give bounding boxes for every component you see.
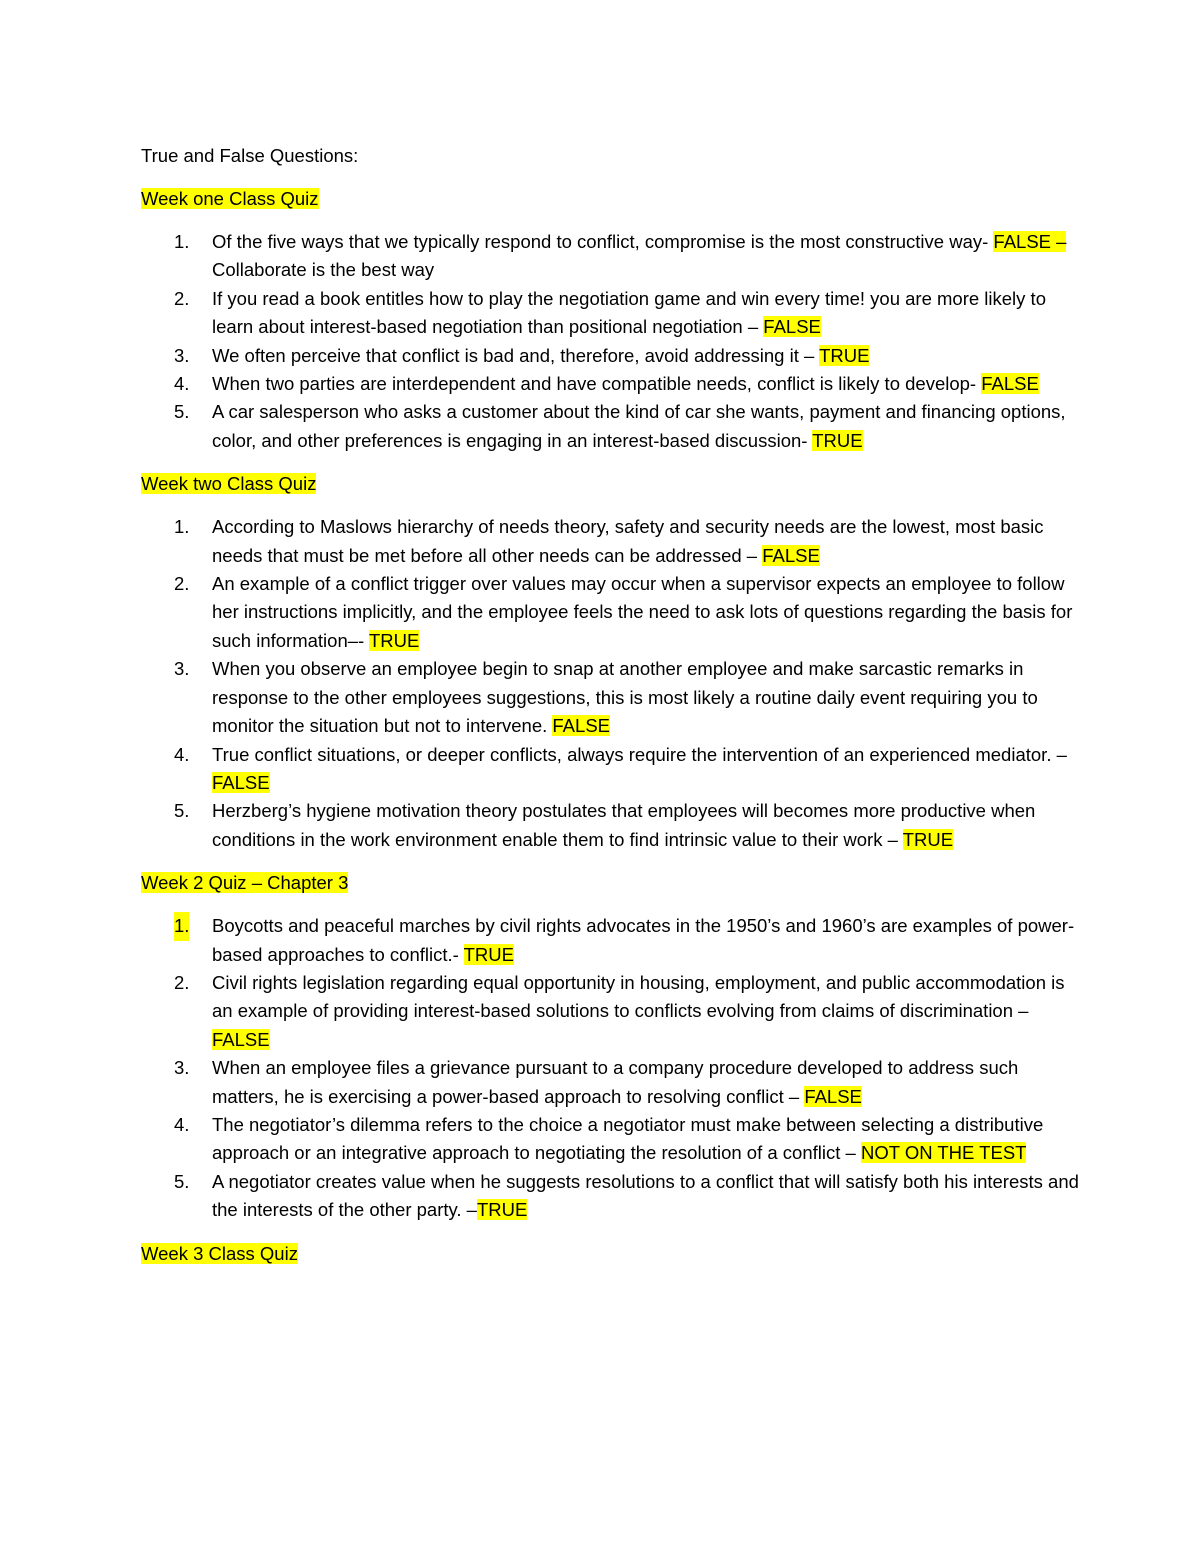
answer-highlight: FALSE –: [993, 231, 1067, 252]
question-text: Boycotts and peaceful marches by civil rights advocates in the 1950’s and 1960’s are examples of power-based approaches to conflict.-: [212, 915, 1075, 965]
answer-highlight: FALSE: [804, 1085, 862, 1107]
list-item: [141, 513, 1080, 570]
question-text: According to Maslows hierarchy of needs theory, safety and security needs are the lowest, most basic needs that must be met before all other needs can be addressed –: [212, 516, 1044, 566]
list-item: [141, 342, 1080, 370]
heading-highlight: Week two Class Quiz: [141, 473, 317, 495]
item-number: 4.: [174, 1113, 190, 1135]
question-text: When you observe an employee begin to snap at another employee and make sarcastic remarks in response to the other employees suggestions, this is most likely a routine daily event requiring you to monitor the situation but not to intervene.: [212, 658, 1038, 737]
answer-note: Collaborate is the best way: [212, 259, 435, 281]
list-item: [141, 1168, 1080, 1225]
section-heading-week-3: [141, 1240, 1080, 1268]
heading-highlight: Week 2 Quiz – Chapter 3: [141, 872, 349, 894]
list-item: [141, 570, 1080, 655]
answer-highlight: FALSE: [763, 316, 821, 338]
list-item: [141, 398, 1080, 455]
question-text: We often perceive that conflict is bad and, therefore, avoid addressing it –: [212, 344, 820, 366]
question-list-week-two: [141, 513, 1080, 854]
item-number: 4.: [174, 743, 190, 765]
section-heading-week-one: [141, 185, 1080, 213]
section-heading-week-2-chapter-3: [141, 869, 1080, 897]
answer-highlight: TRUE: [819, 344, 870, 366]
answer-highlight: NOT ON THE TEST: [860, 1142, 1027, 1164]
item-number: 1.: [174, 516, 190, 538]
list-item: [141, 285, 1080, 342]
list-item: [141, 1111, 1080, 1168]
answer-highlight: TRUE: [812, 429, 863, 451]
question-text: A car salesperson who asks a customer about the kind of car she wants, payment and financing options, color, and other preferences is engaging in an interest-based discussion-: [212, 401, 1066, 451]
item-number: 3.: [174, 344, 190, 366]
section-heading-week-two: [141, 470, 1080, 498]
list-item: [141, 655, 1080, 740]
item-number: 1.: [174, 912, 189, 940]
question-text: The negotiator’s dilemma refers to the choice a negotiator must make between selecting a distributive approach or an integrative approach to negotiating the resolution of a conflict –: [212, 1113, 1044, 1164]
answer-highlight: FALSE: [212, 1028, 270, 1050]
question-text: When two parties are interdependent and have compatible needs, conflict is likely to develop-: [212, 373, 982, 395]
answer-highlight: TRUE: [476, 1199, 528, 1221]
question-list-week-one: [141, 228, 1080, 455]
list-item: [141, 797, 1080, 854]
question-text: Of the five ways that we typically respond to conflict, compromise is the most constructive way-: [212, 231, 994, 252]
item-number: 3.: [174, 1057, 190, 1079]
heading-highlight: Week 3 Class Quiz: [141, 1242, 298, 1264]
question-text: When an employee files a grievance pursuant to a company procedure developed to address such matters, he is exercising a power-based approach to resolving conflict –: [212, 1057, 1019, 1107]
item-number: 3.: [174, 658, 190, 680]
answer-highlight: FALSE: [212, 771, 270, 793]
document-title: True and False Questions:: [141, 145, 359, 166]
question-text: Herzberg’s hygiene motivation theory postulates that employees will becomes more productive when conditions in the work environment enable them to find intrinsic value to their work –: [212, 800, 1036, 850]
item-number: 2.: [174, 971, 190, 993]
question-text: True conflict situations, or deeper conflicts, always require the intervention of an experienced mediator. –: [212, 743, 1067, 765]
heading-highlight: Week one Class Quiz: [141, 188, 319, 209]
answer-highlight: TRUE: [369, 629, 420, 651]
answer-highlight: FALSE: [552, 715, 610, 737]
list-item: [141, 741, 1080, 798]
answer-highlight: TRUE: [463, 943, 514, 965]
list-item: [141, 969, 1080, 1054]
item-number: 1.: [174, 231, 190, 252]
question-text: Civil rights legislation regarding equal opportunity in housing, employment, and public accommodation is an example of providing interest-based solutions to conflicts evolving from claims of discrimination –: [212, 971, 1065, 1022]
question-text: An example of a conflict trigger over values may occur when a supervisor expects an employee to follow her instructions implicitly, and the employee feels the need to ask lots of questions regarding the basis for such information–-: [212, 573, 1073, 651]
list-item: [141, 228, 1080, 285]
list-item: [141, 912, 1080, 969]
list-item: [141, 370, 1080, 398]
item-number: 2.: [174, 573, 190, 595]
question-text: If you read a book entitles how to play the negotiation game and win every time! you are more likely to learn about interest-based negotiation than positional negotiation –: [212, 287, 1046, 338]
question-text: A negotiator creates value when he suggests resolutions to a conflict that will satisfy both his interests and the interests of the other party. –: [212, 1170, 1079, 1221]
item-number: 2.: [174, 287, 190, 309]
item-number: 5.: [174, 800, 190, 822]
answer-highlight: FALSE: [981, 373, 1039, 395]
list-item: [141, 1054, 1080, 1111]
item-number: 4.: [174, 373, 190, 395]
question-list-week-2-chapter-3: [141, 912, 1080, 1224]
item-number: 5.: [174, 1170, 190, 1192]
item-number: 5.: [174, 401, 190, 423]
answer-highlight: TRUE: [902, 828, 954, 850]
answer-highlight: FALSE: [762, 544, 820, 566]
